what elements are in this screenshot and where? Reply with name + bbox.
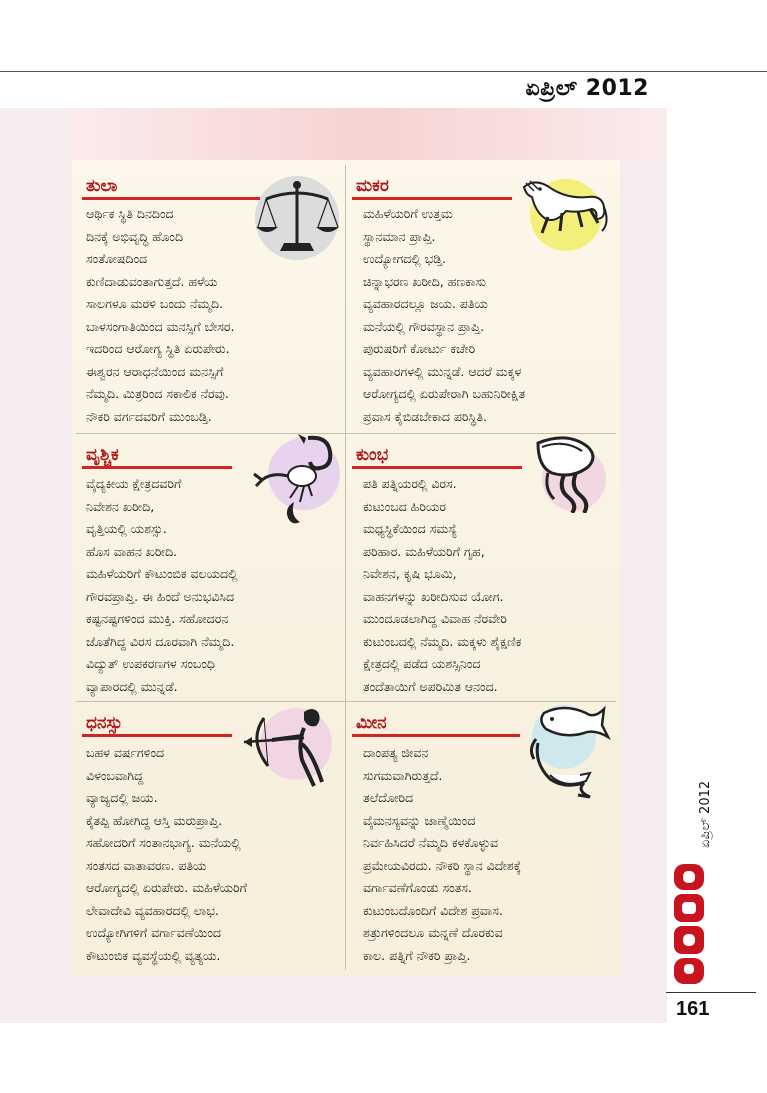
text-line: ಕುಟುಂಬದ ಹಿರಿಯರ — [363, 498, 446, 514]
libra-scales-icon — [254, 175, 340, 261]
text-line: ವಾಹನಗಳನ್ನು ಖರೀದಿಸುವ ಯೋಗ. — [363, 588, 504, 604]
top-rule — [0, 71, 767, 72]
sign-title-aquarius: ಕುಂಭ — [356, 445, 389, 465]
row-divider-2 — [76, 701, 616, 702]
vertical-issue-text: ಏಪ್ರಿಲ್ 2012 — [698, 780, 713, 848]
text-line: ಹೊಸ ವಾಹನ ಖರೀದಿ. — [86, 543, 178, 559]
prediction-text-capricorn — [363, 203, 525, 428]
text-line: ಇದರಿಂದ ಆರೋಗ್ಯ ಸ್ಥಿತಿ ಏರುಪೇರು. — [86, 341, 230, 356]
capricorn-crocodile-icon — [518, 173, 612, 253]
text-line: ಮಧ್ಯಸ್ಥಿಕೆಯಿಂದ ಸಮಸ್ಯೆ — [363, 521, 458, 536]
text-line: ಪುರುಷರಿಗೆ ಕೋರ್ಟು ಕಚೇರಿ — [363, 341, 476, 356]
sign-title-capricorn: ಮಕರ — [356, 176, 389, 196]
text-line: ವ್ಯವಹಾರಗಳಲ್ಲಿ ಮುನ್ನಡೆ. ಆದರೆ ಮಕ್ಕಳ — [363, 363, 522, 379]
aquarius-pot-icon — [528, 433, 610, 513]
text-line: ದಿನಕ್ಕೆ ಅಭಿವೃದ್ಧಿ ಹೊಂದಿ — [86, 228, 184, 244]
background-left — [0, 108, 72, 1023]
text-line: ಕೈತಪ್ಪಿ ಹೋಗಿದ್ದ ಆಸ್ತಿ ಮರುಪ್ರಾಪ್ತಿ. — [86, 812, 223, 828]
text-line: ಬಾಳಸಂಗಾತಿಯಿಂದ ಮನಸ್ಸಿಗೆ ಬೇಸರ. — [86, 318, 235, 334]
text-line: ಕೌಟುಂಬಿಕ ವ್ಯವಸ್ಥೆಯಲ್ಲಿ ವ್ಯತ್ಯಯ. — [86, 947, 221, 963]
text-line: ಮಹಿಳೆಯರಿಗೆ ಕೌಟುಂಬಿಕ ವಲಯದಲ್ಲಿ — [86, 566, 238, 581]
scorpio-scorpion-icon — [248, 432, 340, 532]
text-line: ನಿವೇಶನ, ಕೃಷಿ ಭೂಮಿ, — [363, 566, 457, 581]
text-line: ಉದ್ಯೋಗದಲ್ಲಿ ಭಡ್ತಿ. — [363, 251, 447, 266]
title-underline — [352, 466, 522, 469]
text-line: ನಿವೇಶನ ಖರೀದಿ, — [86, 498, 155, 514]
sagittarius-archer-icon — [242, 704, 340, 788]
text-line: ವೈದ್ಯಕೀಯ ಕ್ಷೇತ್ರದವರಿಗೆ — [86, 476, 182, 491]
column-divider — [345, 165, 346, 970]
text-line: ಮನೆಯಲ್ಲಿ ಗೌರವಸ್ಥಾನ ಪ್ರಾಪ್ತಿ. — [363, 318, 485, 334]
sign-title-sagittarius: ಧನಸ್ಸು — [86, 713, 123, 733]
text-line: ಪ್ರವಾಸ ಕೈಬಿಡಬೇಕಾದ ಪರಿಸ್ಥಿತಿ. — [363, 408, 488, 424]
prediction-text-libra — [86, 203, 235, 428]
prediction-text-pisces — [363, 742, 521, 967]
text-line: ಕಾಲ. ಪತ್ನಿಗೆ ನೌಕರಿ ಪ್ರಾಪ್ತಿ. — [363, 947, 471, 963]
text-line: ಸುಗಮವಾಗಿರುತ್ತದೆ. — [363, 767, 443, 783]
pisces-fish-icon — [524, 703, 612, 799]
page-header: ಏಪ್ರಿಲ್ 2012 — [525, 76, 649, 101]
text-line: ಮುಂದೂಡಲಾಗಿದ್ದ ವಿವಾಹ ನೆರವೇರಿ — [363, 611, 507, 626]
text-line: ಸಂತೋಷದಿಂದ — [86, 251, 148, 266]
sign-title-scorpio: ವೃಶ್ಚಿಕ — [86, 445, 119, 465]
text-line: ನೌಕರಿ ವರ್ಗದವರಿಗೆ ಮುಂಬಡ್ತಿ. — [86, 408, 212, 424]
title-underline — [82, 466, 232, 469]
background-right — [620, 160, 667, 1023]
title-underline — [352, 197, 512, 200]
text-line: ಕುಣಿದಾಡುವಂತಾಗುತ್ತದೆ. ಹಳೆಯ — [86, 273, 218, 289]
sign-title-pisces: ಮೀನ — [356, 713, 387, 733]
text-line: ಆರೋಗ್ಯದಲ್ಲಿ ಏರುಪೇರಾಗಿ ಬಹುನಿರೀಕ್ಷಿತ — [363, 386, 526, 401]
prediction-text-scorpio — [86, 473, 238, 698]
text-line: ವ್ಯಾಪಾರದಲ್ಲಿ ಮುನ್ನಡೆ. — [86, 678, 178, 694]
background-bottom — [72, 975, 620, 1023]
text-line: ಪ್ರಮೇಯವಿರದು. ನೌಕರಿ ಸ್ಥಾನ ವಿದೇಶಕ್ಕೆ — [363, 857, 522, 873]
text-line: ವಿದ್ಯುತ್ ಉಪಕರಣಗಳ ಸಂಬಂಧಿ — [86, 656, 215, 671]
text-line: ವ್ಯಾಜ್ಯದಲ್ಲಿ ಜಯ. — [86, 790, 158, 805]
text-line: ಆರ್ಥಿಕ ಸ್ಥಿತಿ ದಿನದಿಂದ — [86, 206, 174, 221]
text-line: ತಲೆದೋರಿದ — [363, 790, 414, 805]
title-underline — [82, 197, 260, 200]
text-line: ವ್ಯವಹಾರದಲ್ಲೂ ಜಯ. ಪತಿಯ — [363, 296, 488, 311]
background-band — [72, 108, 667, 160]
text-line: ನೆಮ್ಮದಿ. ಮಿತ್ರರಿಂದ ಸಕಾಲಿಕ ನೆರವು. — [86, 386, 229, 401]
prediction-text-sagittarius — [86, 742, 247, 967]
vertical-issue-label — [676, 780, 713, 850]
text-line: ಬಹಳ ವರ್ಷಗಳಿಂದ — [86, 745, 165, 760]
text-line: ಕ್ಷೇತ್ರದಲ್ಲಿ ಪಡೆದ ಯಶಸ್ಸಿನಿಂದ — [363, 656, 481, 671]
text-line: ಕಷ್ಟನಷ್ಟಗಳಿಂದ ಮುಕ್ತಿ. ಸಹೋದರನ — [86, 611, 229, 626]
text-line: ಪತಿ ಪತ್ನಿಯರಲ್ಲಿ ವಿರಸ. — [363, 476, 457, 491]
text-line: ಶತ್ರುಗಳಿಂದಲೂ ಮನ್ನಣೆ ದೊರಕುವ — [363, 925, 503, 940]
text-line: ಸಾಲಗಳೂ ಮರಳಿ ಬಂದು ನೆಮ್ಮದಿ. — [86, 296, 224, 311]
text-line: ಲೇವಾದೇವಿ ವ್ಯವಹಾರದಲ್ಲಿ ಲಾಭ. — [86, 902, 219, 918]
title-underline — [82, 734, 232, 737]
text-line: ವಿಳಂಬವಾಗಿದ್ದ — [86, 767, 144, 783]
text-line: ಗೌರವಪ್ರಾಪ್ತಿ. ಈ ಹಿಂದೆ ಅನುಭವಿಸಿದ — [86, 588, 235, 604]
text-line: ದಾಂಪತ್ಯ ಜೀವನ — [363, 745, 429, 760]
text-line: ಸ್ಥಾನಮಾನ ಪ್ರಾಪ್ತಿ. — [363, 228, 436, 244]
sign-title-libra: ತುಲಾ — [86, 176, 118, 196]
title-underline — [352, 734, 520, 737]
text-line: ಪರಿಹಾರ. ಮಹಿಳೆಯರಿಗೆ ಗೃಹ, — [363, 543, 485, 559]
prediction-text-aquarius — [363, 473, 521, 698]
text-line: ವೈಮನಸ್ಯವನ್ನು ಜಾಣ್ಮೆಯಿಂದ — [363, 812, 476, 828]
text-line: ಜೊತೆಗಿದ್ದ ವಿರಸ ದೂರವಾಗಿ ನೆಮ್ಮದಿ. — [86, 633, 235, 649]
text-line: ಕುಟುಂಬದೊಂದಿಗೆ ವಿದೇಶ ಪ್ರವಾಸ. — [363, 902, 503, 918]
page-number: 161 — [676, 998, 710, 1020]
text-line: ವರ್ಗಾವಣೆಗೊಂಡು ಸಂತಸ. — [363, 880, 472, 895]
text-line: ಉದ್ಯೋಗಿಗಳಿಗೆ ವರ್ಗಾವಣೆಯಿಂದ — [86, 925, 221, 940]
text-line: ನಿರ್ವಹಿಸಿದರೆ ನೆಮ್ಮದಿ ಕಳಕೊಳ್ಳುವ — [363, 835, 499, 850]
text-line: ಆರೋಗ್ಯದಲ್ಲಿ ಏರುಪೇರು. ಮಹಿಳೆಯರಿಗೆ — [86, 880, 247, 895]
text-line: ಸಹೋದರಿಗೆ ಸಂತಾನಭಾಗ್ಯ. ಮನೆಯಲ್ಲಿ — [86, 835, 241, 850]
magazine-logo — [666, 860, 714, 988]
text-line: ಚಿನ್ನಾಭರಣ ಖರೀದಿ, ಹಣಕಾಸು — [363, 273, 486, 289]
text-line: ತಂದೆತಾಯಿಗೆ ಅಪರಿಮಿತ ಆನಂದ. — [363, 678, 498, 694]
text-line: ಈಶ್ವರನ ಆರಾಧನೆಯಿಂದ ಮನಸ್ಸಿಗೆ — [86, 363, 224, 379]
text-line: ಕುಟುಂಬದಲ್ಲಿ ನೆಮ್ಮದಿ. ಮಕ್ಕಳು ಶೈಕ್ಷಣಿಕ — [363, 633, 522, 649]
text-line: ವೃತ್ತಿಯಲ್ಲಿ ಯಶಸ್ಸು. — [86, 521, 167, 536]
text-line: ಸಂತಸದ ವಾತಾವರಣ. ಪತಿಯ — [86, 857, 207, 873]
page-number-rule — [666, 992, 756, 993]
text-line: ಮಹಿಳೆಯರಿಗೆ ಉತ್ತಮ — [363, 206, 453, 221]
